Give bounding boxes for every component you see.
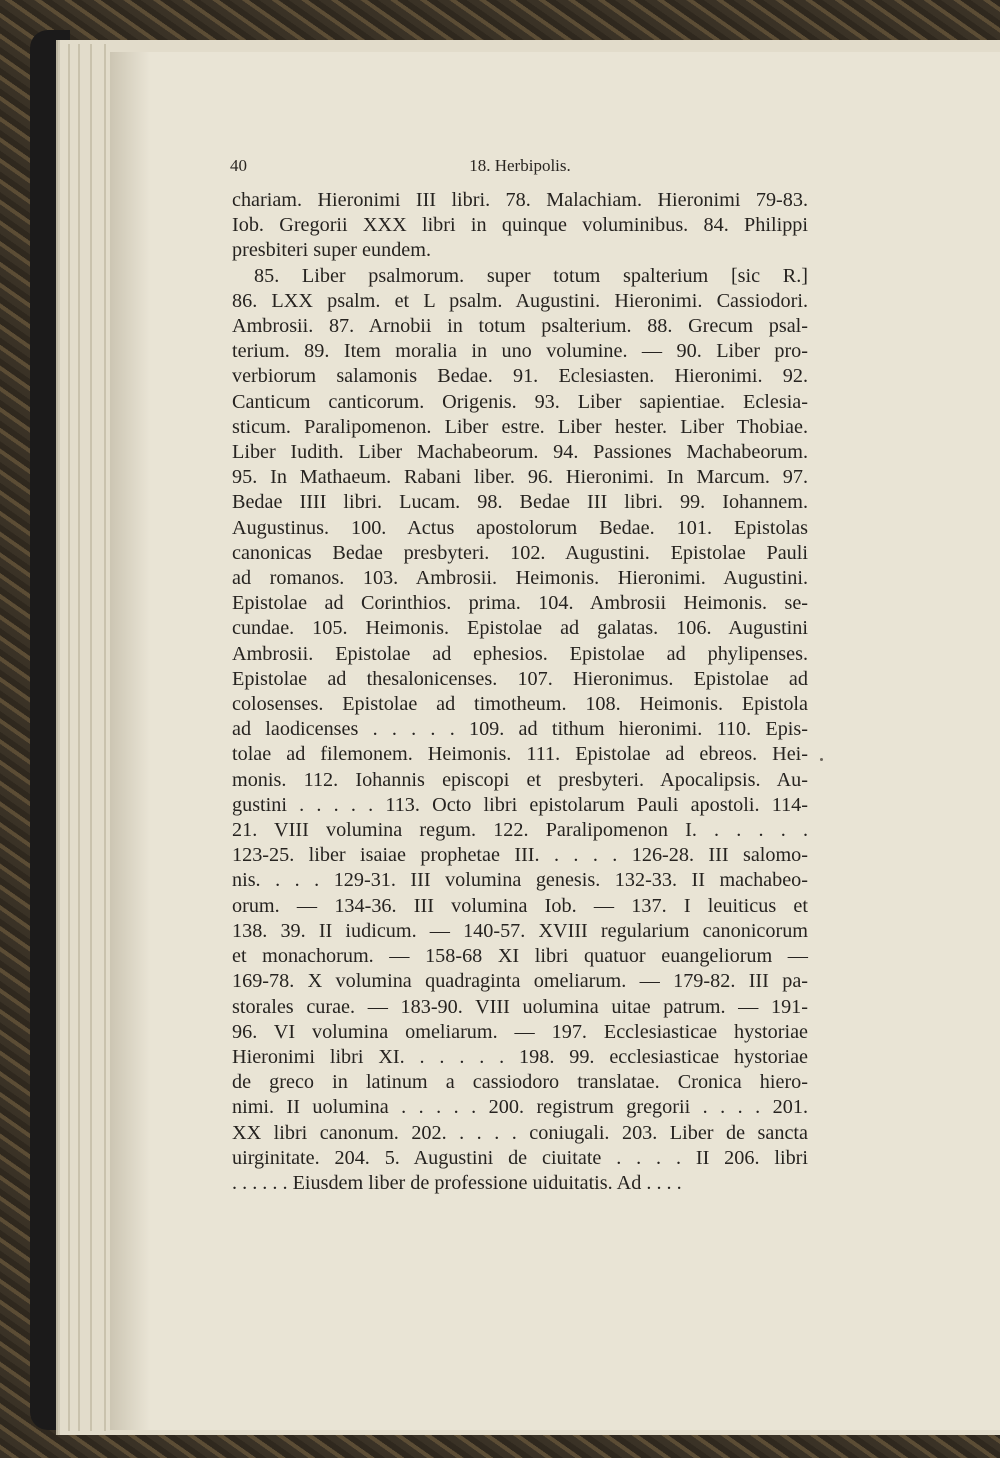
text-line: 96. VI volumina omeliarum. — 197. Ecclesiasticae hystoriae: [232, 1020, 808, 1043]
text-line: 95. In Mathaeum. Rabani liber. 96. Hieronimi. In Marcum. 97.: [232, 466, 808, 489]
text-line: Liber Iudith. Liber Machabeorum. 94. Passiones Machabeorum.: [232, 441, 808, 464]
text-line: 85. Liber psalmorum. super totum spalterium [sic R.]: [254, 264, 808, 287]
text-line: Bedae IIII libri. Lucam. 98. Bedae III libri. 99. Iohannem.: [232, 491, 808, 514]
text-line: uirginitate. 204. 5. Augustini de ciuitate . . . . II 206. libri: [232, 1146, 808, 1169]
text-line: 86. LXX psalm. et L psalm. Augustini. Hieronimi. Cassiodori.: [232, 289, 808, 312]
text-line: Epistolae ad Corinthios. prima. 104. Ambrosii Heimonis. se-: [232, 592, 808, 615]
text-line: sticum. Paralipomenon. Liber estre. Liber hester. Liber Thobiae.: [232, 415, 808, 438]
text-line: Canticum canticorum. Origenis. 93. Liber sapientiae. Eclesia-: [232, 390, 808, 413]
text-line: verbiorum salamonis Bedae. 91. Eclesiasten. Hieronimi. 92.: [232, 365, 808, 388]
text-line: 123-25. liber isaiae prophetae III. . . . . 126-28. III salomo-: [232, 844, 808, 867]
text-line: Hieronimi libri XI. . . . . . 198. 99. ecclesiasticae hystoriae: [232, 1045, 808, 1068]
text-line: 21. VIII volumina regum. 122. Paralipomenon I. . . . . .: [232, 819, 808, 842]
text-line: ad romanos. 103. Ambrosii. Heimonis. Hieronimi. Augustini.: [232, 567, 808, 590]
page-number: 40: [230, 156, 247, 175]
text-line: . . . . . . Eiusdem liber de professione uiduitatis. Ad . . . .: [232, 1171, 682, 1194]
page-header: [230, 156, 810, 180]
text-line: Epistolae ad thesalonicenses. 107. Hieronimus. Epistolae ad: [232, 667, 808, 690]
text-line: terium. 89. Item moralia in uno volumine. — 90. Liber pro-: [232, 340, 808, 363]
text-line: presbiteri super eundem.: [232, 239, 432, 262]
text-line: nimi. II uolumina . . . . . 200. registrum gregorii . . . . 201.: [232, 1096, 808, 1119]
text-line: de greco in latinum a cassiodoro translatae. Cronica hiero-: [232, 1071, 808, 1094]
margin-mark: [820, 758, 823, 761]
text-line: et monachorum. — 158-68 XI libri quatuor euangeliorum —: [232, 945, 808, 968]
running-head: 18. Herbipolis.: [469, 156, 571, 175]
gutter-shadow: [110, 52, 150, 1430]
text-line: monis. 112. Iohannis episcopi et presbyteri. Apocalipsis. Au-: [232, 768, 808, 791]
text-line: chariam. Hieronimi III libri. 78. Malachiam. Hieronimi 79-83.: [232, 189, 808, 211]
text-line: colosenses. Epistolae ad timotheum. 108. Heimonis. Epistola: [232, 693, 808, 716]
text-line: Augustinus. 100. Actus apostolorum Bedae. 101. Epistolas: [232, 516, 808, 539]
text-line: 169-78. X volumina quadraginta omeliarum. — 179-82. III pa-: [232, 970, 808, 993]
text-line: 138. 39. II iudicum. — 140-57. XVIII regularium canonicorum: [232, 919, 808, 942]
text-line: gustini . . . . . 113. Octo libri epistolarum Pauli apostoli. 114-: [232, 793, 808, 816]
text-line: canonicas Bedae presbyteri. 102. Augustini. Epistolae Pauli: [232, 541, 808, 564]
text-line: Ambrosii. 87. Arnobii in totum psalterium. 88. Grecum psal-: [232, 315, 808, 338]
text-line: XX libri canonum. 202. . . . . coniugali. 203. Liber de sancta: [232, 1121, 808, 1144]
text-line: storales curae. — 183-90. VIII uolumina uitae patrum. — 191-: [232, 995, 808, 1018]
text-line: nis. . . . 129-31. III volumina genesis. 132-33. II machabeo-: [232, 869, 808, 892]
text-line: Iob. Gregorii XXX libri in quinque voluminibus. 84. Philippi: [232, 214, 808, 237]
text-line: cundae. 105. Heimonis. Epistolae ad galatas. 106. Augustini: [232, 617, 808, 640]
text-line: Ambrosii. Epistolae ad ephesios. Epistolae ad phylipenses.: [232, 642, 808, 665]
text-line: orum. — 134-36. III volumina Iob. — 137. I leuiticus et: [232, 894, 808, 917]
text-line: ad laodicenses . . . . . 109. ad tithum hieronimi. 110. Epis-: [232, 718, 808, 741]
text-line: tolae ad filemonem. Heimonis. 111. Epistolae ad ebreos. Hei-: [232, 743, 808, 766]
body-text: [232, 188, 808, 1196]
